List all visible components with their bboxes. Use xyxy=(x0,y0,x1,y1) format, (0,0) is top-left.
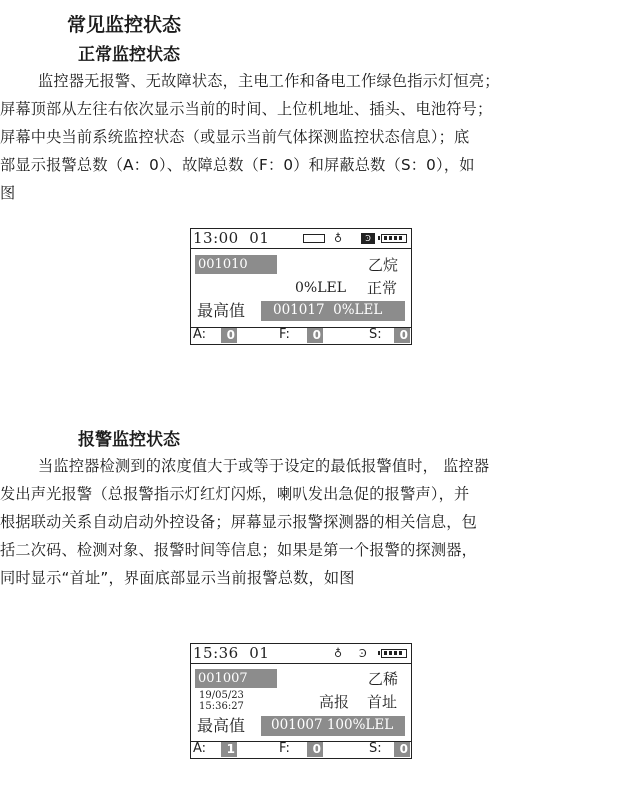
lcd-time: 13:00 01 xyxy=(193,229,270,247)
lcd-max-label: 最高值 xyxy=(197,716,246,735)
para-line: 监控器无报警、无故障状态，主电工作和备电工作绿色指示灯恒亮； xyxy=(38,72,500,90)
para-line: 部显示报警总数（A：0）、故障总数（F：0）和屏蔽总数（S：0），如 xyxy=(0,156,475,174)
shield-count: 0 xyxy=(394,742,410,757)
para-line: 当监控器检测到的浓度值大于或等于设定的最低报警值时， 监控器 xyxy=(38,457,490,475)
lcd-concentration: 0%LEL xyxy=(295,280,347,296)
lcd-address-code: 001010 xyxy=(195,255,277,274)
battery-icon xyxy=(381,649,407,658)
alarm-count: 0 xyxy=(221,328,237,343)
alarm-count-label: A: xyxy=(193,327,207,342)
lcd-screen-alarm xyxy=(190,643,412,759)
lcd-gas-name: 乙烷 xyxy=(368,256,399,274)
para-line: 发出声光报警（总报警指示灯红灯闪烁，喇叭发出急促的报警声），并 xyxy=(0,485,470,503)
lcd-first-address: 首址 xyxy=(367,693,398,711)
lcd-status-bar xyxy=(191,229,411,249)
para-line: 屏幕中央当前系统监控状态（或显示当前气体探测监控状态信息）；底 xyxy=(0,128,470,146)
section-heading-alarm: 报警监控状态 xyxy=(78,430,180,450)
para-line: 括二次码、检测对象、报警时间等信息；如果是第一个报警的探测器， xyxy=(0,541,478,559)
lcd-gas-name: 乙稀 xyxy=(368,670,399,688)
fault-count: 0 xyxy=(307,328,323,343)
lcd-address-code: 001007 xyxy=(195,669,277,688)
alarm-count-label: A: xyxy=(193,741,207,756)
para-line: 屏幕顶部从左往右依次显示当前的时间、上位机地址、插头、电池符号； xyxy=(0,100,493,118)
section-heading-normal: 正常监控状态 xyxy=(78,45,180,65)
para-line: 根据联动关系自动启动外控设备；屏幕显示报警探测器的相关信息，包 xyxy=(0,513,478,531)
paragraph-alarm xyxy=(0,452,610,592)
paragraph-normal xyxy=(0,67,610,207)
para-line: 图 xyxy=(0,184,16,202)
fault-count-label: F: xyxy=(279,741,290,756)
lcd-max-label: 最高值 xyxy=(197,301,246,320)
fault-count-label: F: xyxy=(279,327,290,342)
shield-count: 0 xyxy=(394,328,410,343)
lcd-time: 15:36 01 xyxy=(193,644,270,662)
lcd-screen-normal xyxy=(190,228,412,345)
page-title: 常见监控状态 xyxy=(67,14,182,36)
lcd-status-bar xyxy=(191,644,411,664)
battery-icon xyxy=(381,234,407,243)
power-icon: Ͽ xyxy=(359,647,367,660)
lcd-alarm-date: 19/05/23 xyxy=(199,690,244,701)
lcd-alarm-time: 15:36:27 xyxy=(199,701,244,712)
shield-count-label: S: xyxy=(369,741,382,756)
lcd-main xyxy=(191,664,411,741)
shield-count-label: S: xyxy=(369,327,382,342)
lcd-alarm-level: 高报 xyxy=(319,693,350,711)
plug-icon: ♁ xyxy=(334,647,343,660)
plug-icon: ♁ xyxy=(334,232,343,245)
alarm-count: 1 xyxy=(221,742,237,757)
lcd-main xyxy=(191,249,411,327)
para-line: 同时显示“首址”，界面底部显示当前报警总数，如图 xyxy=(0,569,355,587)
lcd-counters xyxy=(191,741,411,757)
folder-icon xyxy=(303,234,325,243)
lcd-status: 正常 xyxy=(367,279,398,297)
fault-count: 0 xyxy=(307,742,323,757)
lcd-max-value: 001017 0%LEL xyxy=(261,301,405,321)
lcd-counters xyxy=(191,327,411,343)
lcd-max-value: 001007 100%LEL xyxy=(261,716,405,736)
power-icon: Ͽ xyxy=(361,233,375,244)
